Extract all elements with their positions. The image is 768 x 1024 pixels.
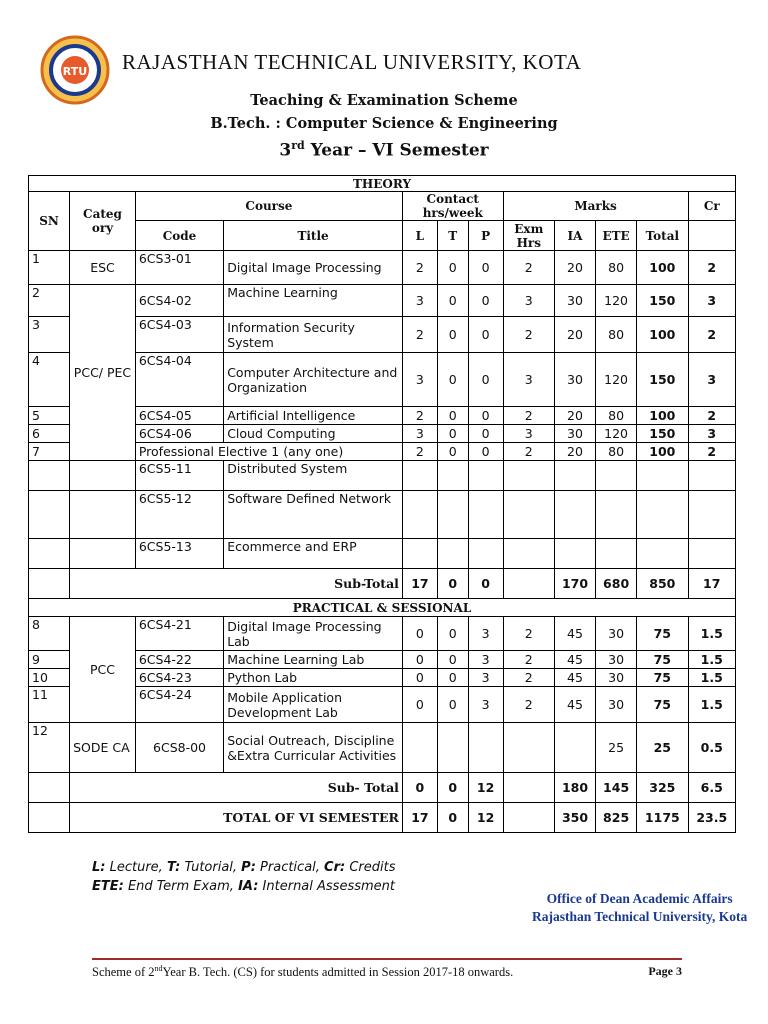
theory-subtotal-row: Sub-Total 17 0 0 170 680 850 17 (29, 569, 736, 599)
elective-option-row: 6CS5-11 Distributed System (29, 461, 736, 491)
category-pcc-pec: PCC/ PEC (70, 285, 136, 461)
grand-total-row: TOTAL OF VI SEMESTER 17 0 12 350 825 1175 23.5 (29, 803, 736, 833)
legend-line-1: L: Lecture, T: Tutorial, P: Practical, Cr: Credits (92, 860, 396, 875)
logo-text: RTU (62, 65, 88, 78)
header-total: Total (637, 221, 688, 251)
category-sodeca: SODE CA (70, 723, 136, 773)
header-cr: Cr (688, 192, 736, 221)
header-ia: IA (554, 221, 595, 251)
header-ete: ETE (596, 221, 637, 251)
elective-option-row: 6CS5-12 Software Defined Network (29, 491, 736, 539)
scheme-table (28, 175, 736, 833)
header-l: L (402, 221, 437, 251)
table-row: 5 6CS4-05 Artificial Intelligence 2 0 0 2 20 80 100 2 (29, 407, 736, 425)
table-row: 8 PCC 6CS4-21 Digital Image Processing Lab 0 0 3 2 45 30 75 1.5 (29, 617, 736, 651)
header-p: P (468, 221, 503, 251)
table-row: 4 6CS4-04 Computer Architecture and Organization 3 0 0 3 30 120 150 3 (29, 353, 736, 407)
scheme-title: Teaching & Examination Scheme (250, 92, 518, 109)
legend-line-2: ETE: End Term Exam, IA: Internal Assessment (92, 879, 395, 894)
footer-rule (92, 958, 682, 960)
header-marks: Marks (503, 192, 688, 221)
page-number: Page 3 (648, 964, 682, 978)
table-row: 10 6CS4-23 Python Lab 0 0 3 2 45 30 75 1.5 (29, 669, 736, 687)
footer (92, 964, 682, 980)
university-name: RAJASTHAN TECHNICAL UNIVERSITY, KOTA (122, 50, 582, 74)
dean-office-stamp: Office of Dean Academic Affairs Rajasthan Technical University, Kota (532, 891, 748, 924)
header-t: T (437, 221, 468, 251)
table-row: 3 6CS4-03 Information Security System 2 0 0 2 20 80 100 2 (29, 317, 736, 353)
header-contact: Contact hrs/week (402, 192, 503, 221)
header-sn: SN (29, 192, 70, 251)
category-pcc: PCC (70, 617, 136, 723)
program-title: B.Tech. : Computer Science & Engineering (210, 115, 558, 132)
table-row: 6 6CS4-06 Cloud Computing 3 0 0 3 30 120 150 3 (29, 425, 736, 443)
practical-subtotal-row: Sub- Total 0 0 12 180 145 325 6.5 (29, 773, 736, 803)
table-row: 11 6CS4-24 Mobile Application Development Lab 0 0 3 2 45 30 75 1.5 (29, 687, 736, 723)
table-row: 9 6CS4-22 Machine Learning Lab 0 0 3 2 45 30 75 1.5 (29, 651, 736, 669)
elective-option-row: 6CS5-13 Ecommerce and ERP (29, 539, 736, 569)
table-row: 12 SODE CA 6CS8-00 Social Outreach, Discipline &Extra Curricular Activities 25 25 0.5 (29, 723, 736, 773)
table-row: 2 PCC/ PEC 6CS4-02 Machine Learning 3 0 0 3 30 120 150 3 (29, 285, 736, 317)
category-esc: ESC (70, 251, 136, 285)
theory-heading: THEORY (29, 176, 736, 192)
header-code: Code (135, 221, 223, 251)
table-row: 7 Professional Elective 1 (any one) 2 0 0 2 20 80 100 2 (29, 443, 736, 461)
header-title: Title (224, 221, 403, 251)
header-exm: Exm Hrs (503, 221, 554, 251)
elective-label: Professional Elective 1 (any one) (135, 443, 402, 461)
footer-text: Scheme of 2ndYear B. Tech. (CS) for students admitted in Session 2017-18 onwards. (92, 964, 514, 980)
table-row: 1 ESC 6CS3-01 Digital Image Processing 2 0 0 2 20 80 100 2 (29, 251, 736, 285)
header-category: Categ ory (70, 192, 136, 251)
practical-heading: PRACTICAL & SESSIONAL (29, 599, 736, 617)
semester-title: 3rd Year – VI Semester (279, 139, 489, 161)
header-course: Course (135, 192, 402, 221)
